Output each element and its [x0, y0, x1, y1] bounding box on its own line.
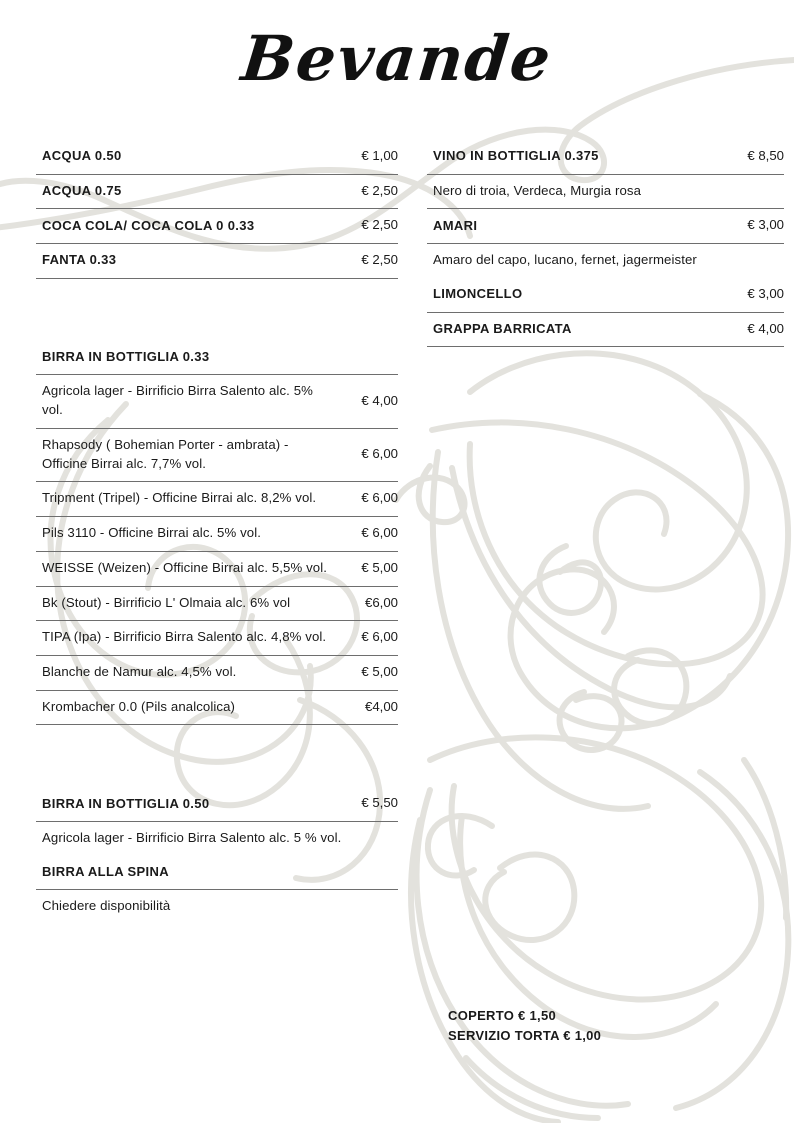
- page-title-wrap: [0, 22, 794, 95]
- section-header-row[interactable]: [36, 341, 398, 375]
- item-name: Tripment (Tripel) - Officine Birrai alc. 8,2% vol.: [42, 490, 317, 506]
- servizio-torta-note: SERVIZIO TORTA € 1,00: [448, 1028, 602, 1044]
- item-name: Amaro del capo, lucano, fernet, jagermeister: [433, 252, 697, 268]
- section-header-row[interactable]: [36, 856, 398, 890]
- menu-row[interactable]: [36, 375, 398, 428]
- menu-row[interactable]: [36, 621, 398, 656]
- item-name: Agricola lager - Birrificio Birra Salento alc. 5 % vol.: [42, 830, 342, 846]
- item-name: FANTA 0.33: [42, 252, 117, 268]
- section-price: € 8,50: [747, 148, 784, 163]
- section-title: BIRRA IN BOTTIGLIA 0.50: [42, 795, 210, 811]
- section-price: € 4,00: [747, 320, 784, 336]
- menu-block-soft-drinks: [36, 140, 398, 279]
- menu-row[interactable]: [36, 822, 398, 856]
- item-name: WEISSE (Weizen) - Officine Birrai alc. 5,5% vol.: [42, 559, 327, 575]
- item-price: € 5,00: [361, 559, 398, 575]
- block-spacer: [36, 279, 398, 341]
- menu-block-vini-amari: [427, 140, 784, 347]
- item-name: ACQUA 0.75: [42, 182, 122, 198]
- footer-notes: [448, 1006, 601, 1046]
- menu-row[interactable]: [36, 482, 398, 517]
- menu-row[interactable]: [36, 587, 398, 622]
- left-column: [36, 140, 398, 924]
- item-price: € 5,00: [361, 664, 398, 679]
- item-name: COCA COLA/ COCA COLA 0 0.33: [42, 217, 255, 233]
- item-name: Bk (Stout) - Birrificio L' Olmaia alc. 6% vol: [42, 594, 291, 610]
- menu-row[interactable]: [427, 244, 784, 278]
- menu-row[interactable]: [36, 429, 398, 482]
- item-price: € 1,00: [361, 148, 398, 163]
- section-header-row[interactable]: [36, 787, 398, 822]
- item-price: € 6,00: [361, 525, 398, 541]
- item-price: € 4,00: [361, 392, 398, 408]
- section-title: BIRRA ALLA SPINA: [42, 863, 169, 879]
- section-title: BIRRA IN BOTTIGLIA 0.33: [42, 348, 210, 364]
- menu-row[interactable]: [427, 175, 784, 210]
- section-price: € 3,00: [747, 285, 784, 301]
- section-header-row[interactable]: [427, 313, 784, 348]
- item-name: Nero di troia, Verdeca, Murgia rosa: [433, 182, 642, 198]
- item-name: Pils 3110 - Officine Birrai alc. 5% vol.: [42, 525, 261, 541]
- section-title: LIMONCELLO: [433, 286, 523, 302]
- menu-row[interactable]: [36, 691, 398, 726]
- item-price: € 2,50: [361, 182, 398, 198]
- item-name: ACQUA 0.50: [42, 148, 122, 164]
- item-price: €4,00: [364, 698, 398, 714]
- item-name: Agricola lager - Birrificio Birra Salento alc. 5% vol.: [42, 383, 313, 418]
- menu-row[interactable]: [36, 552, 398, 587]
- section-title: VINO IN BOTTIGLIA 0.375: [433, 148, 599, 164]
- section-price: € 5,50: [361, 795, 398, 811]
- menu-row[interactable]: [36, 517, 398, 552]
- item-price: € 6,00: [361, 490, 398, 506]
- item-price: € 6,00: [361, 629, 398, 645]
- item-name: Rhapsody ( Bohemian Porter - ambrata) - Officine Birrai alc. 7,7% vol.: [42, 436, 289, 471]
- menu-block-birra-033: [36, 341, 398, 726]
- page-title: Bevande: [238, 22, 556, 95]
- menu-row[interactable]: [36, 209, 398, 244]
- section-header-row[interactable]: [427, 140, 784, 175]
- menu-row[interactable]: [36, 140, 398, 175]
- menu-row[interactable]: [36, 890, 398, 924]
- item-name: Chiedere disponibilità: [42, 898, 171, 914]
- section-header-row[interactable]: [427, 209, 784, 244]
- item-price: € 2,50: [361, 217, 398, 233]
- menu-block-birra-050: [36, 787, 398, 924]
- menu-row[interactable]: [36, 656, 398, 691]
- block-spacer: [36, 725, 398, 787]
- section-price: € 3,00: [747, 217, 784, 233]
- menu-row[interactable]: [36, 244, 398, 279]
- menu-row[interactable]: [36, 175, 398, 210]
- section-header-row[interactable]: [427, 278, 784, 313]
- item-price: € 2,50: [361, 252, 398, 268]
- item-name: TIPA (Ipa) - Birrificio Birra Salento alc. 4,8% vol.: [42, 629, 327, 645]
- item-price: € 6,00: [361, 446, 398, 462]
- coperto-note: COPERTO € 1,50: [448, 1008, 557, 1023]
- item-price: €6,00: [364, 594, 398, 610]
- section-title: GRAPPA BARRICATA: [433, 320, 572, 336]
- right-column: [427, 140, 784, 347]
- section-title: AMARI: [433, 217, 478, 233]
- item-name: Krombacher 0.0 (Pils analcolica): [42, 698, 236, 714]
- item-name: Blanche de Namur alc. 4,5% vol.: [42, 664, 237, 679]
